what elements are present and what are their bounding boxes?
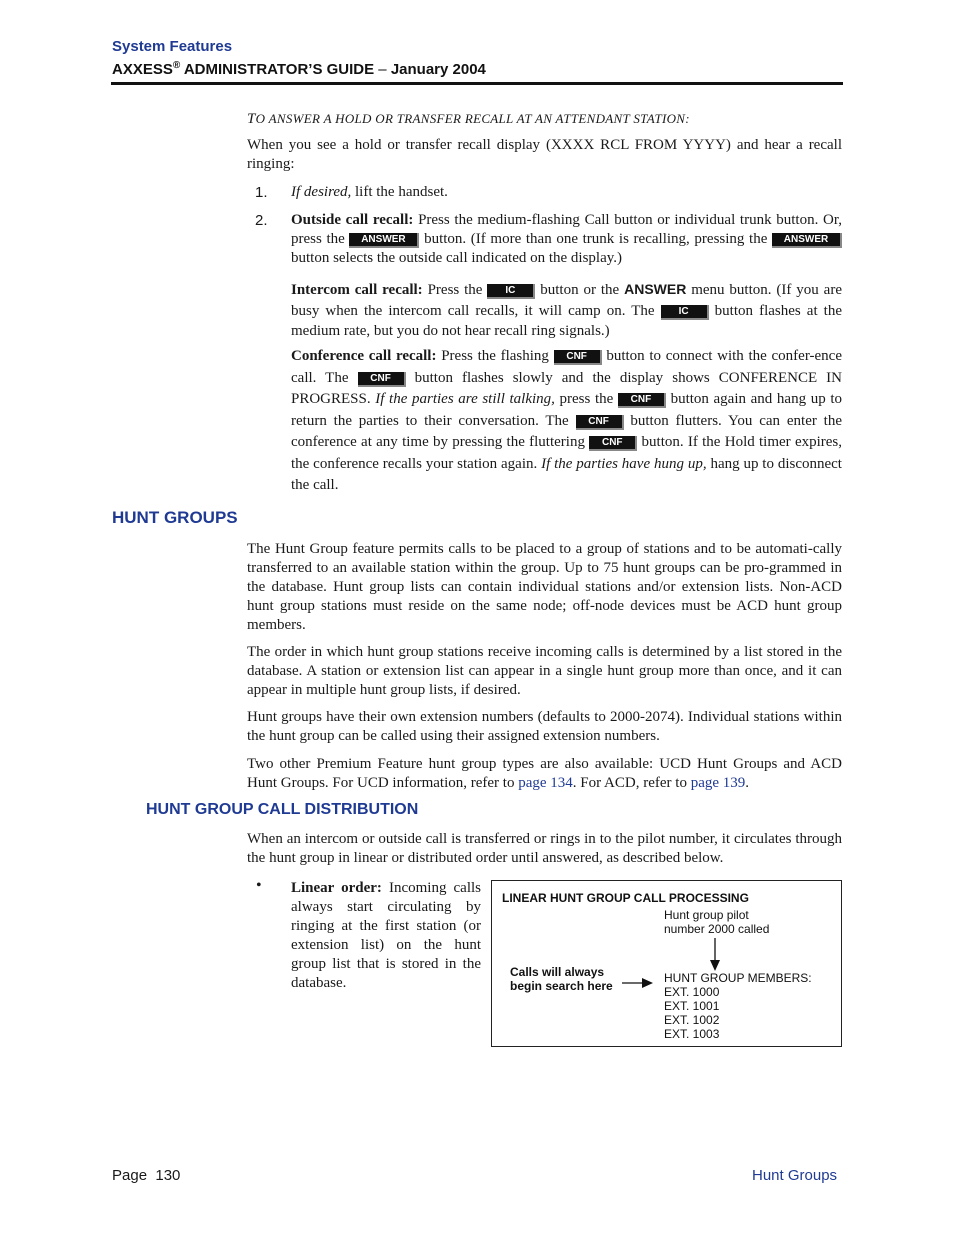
linear-order-text (291, 879, 481, 993)
calls-line-1: Calls will always (510, 965, 605, 979)
conf-text-2: button to connect with the confer-ence call. The (291, 348, 843, 386)
down-arrow-icon (708, 938, 722, 972)
conf-italic-1: If the parties are still talking, (375, 391, 555, 407)
outside-call-label: Outside call recall: (291, 212, 414, 228)
guide-suffix: ADMINISTRATOR’S GUIDE (180, 61, 375, 78)
cnf-key-icon: CNF (618, 393, 666, 408)
linear-order-description: Incoming calls always start circulating by ringing at the first station (or extension list) on the hunt group list that is stored in the database. (291, 880, 481, 991)
running-header-title (112, 60, 486, 78)
hunt-paragraph-4 (247, 755, 842, 793)
registered-mark: ® (172, 60, 181, 71)
intercom-call-recall (291, 279, 842, 342)
intercom-text-3: menu button. (If you are busy when the intercom call recalls, it will camp on. The (291, 282, 842, 319)
hunt-paragraph-2: The order in which hunt group stations receive incoming calls is determined by a list stored in the database. A station or extension list can appear in a single hunt group more than once, and it can appear in multiple hunt group lists, if desired. (247, 644, 842, 698)
call-distribution-heading: HUNT GROUP CALL DISTRIBUTION (146, 801, 419, 818)
diagram-pilot-text (664, 908, 769, 936)
conf-text-3: button flashes slowly and the display shows CONFERENCE IN PROGRESS. (291, 369, 843, 407)
answer-key-icon: ANSWER (772, 233, 842, 248)
linear-hunt-diagram (491, 880, 842, 1047)
hunt-paragraph-3: Hunt groups have their own extension numbers (defaults to 2000-2074). Individual stations within the hunt group can be called using their assigned extension numbers. (247, 709, 842, 744)
step-1-number: 1. (255, 184, 268, 201)
conference-call-recall (291, 346, 842, 497)
member-item: EXT. 1000 (664, 985, 720, 999)
conf-text-4: press the (554, 391, 618, 407)
intercom-text-2: button or the (535, 282, 625, 298)
conf-text-8: hang up to disconnect the call. (291, 455, 842, 493)
diagram-calls-text (510, 965, 613, 993)
cnf-key-icon: CNF (554, 350, 602, 365)
answer-menu-word: ANSWER (624, 281, 687, 297)
conference-call-label: Conference call recall: (291, 348, 437, 364)
right-arrow-icon (622, 977, 654, 989)
conf-text-6: button flutters. You can enter the conference at any time by pressing the fluttering (291, 412, 843, 450)
hunt-paragraph-1: The Hunt Group feature permits calls to be placed to a group of stations and to be automati-cally transferred to an available station within the group. Up to 75 hunt groups can be pro-grammed in the database. Hunt group lists can contain individual stations and/or extension lists. Non-ACD hunt group stations must reside on the same node; off-node devices must be ACD hunt group members. (247, 541, 842, 633)
member-item: EXT. 1001 (664, 999, 720, 1013)
hunt-groups-heading: HUNT GROUPS (112, 508, 238, 527)
step-2-number: 2. (255, 212, 268, 229)
guide-date: January 2004 (390, 61, 486, 78)
conf-text-1: Press the flashing (436, 348, 554, 364)
bullet-icon: • (256, 877, 262, 894)
step-1-rest: lift the handset. (351, 184, 448, 200)
procedure-title (247, 109, 842, 129)
members-title: HUNT GROUP MEMBERS: (664, 971, 812, 985)
page-134-link[interactable]: page 134 (518, 775, 573, 791)
member-item: EXT. 1003 (664, 1027, 720, 1041)
member-item: EXT. 1002 (664, 1013, 720, 1027)
guide-prefix: AXXESS (112, 61, 173, 78)
ic-key-icon: IC (661, 305, 709, 320)
page-139-link[interactable]: page 139 (690, 775, 746, 791)
outside-text-1: Press the medium-flashing Call button or individual trunk button. Or, press the (291, 212, 842, 247)
intercom-text-1: Press the (422, 282, 488, 298)
intercom-text-4: button flashes at the medium rate, but you do not hear recall ring signals.) (291, 302, 843, 339)
procedure-title-rest: O ANSWER A HOLD OR TRANSFER RECALL AT AN ATTENDANT STATION: (255, 111, 690, 126)
p4-text-3: . (745, 775, 750, 791)
pilot-line-1: Hunt group pilot (664, 908, 749, 922)
p4-text-1: Two other Premium Feature hunt group types are also available: UCD Hunt Groups and ACD Hunt Groups. For UCD information, refer to (247, 756, 842, 791)
cnf-key-icon: CNF (358, 372, 406, 387)
step-1-text (291, 183, 842, 202)
diagram-members (664, 971, 812, 1041)
header-rule (111, 82, 843, 85)
footer-section: Hunt Groups (752, 1167, 838, 1184)
recall-intro: When you see a hold or transfer recall display (XXXX RCL FROM YYYY) and hear a recall ringing: (247, 137, 842, 172)
outside-text-3: button selects the outside call indicated on the display.) (291, 250, 623, 266)
diagram-title: LINEAR HUNT GROUP CALL PROCESSING (502, 891, 749, 905)
cnf-key-icon: CNF (576, 415, 624, 430)
running-header-section: System Features (112, 38, 233, 55)
conf-text-7: button. If the Hold timer expires, the conference recalls your station again. (291, 434, 843, 472)
cnf-key-icon: CNF (589, 436, 637, 451)
ic-key-icon: IC (487, 284, 535, 299)
outside-text-2: button. (If more than one trunk is recalling, pressing the (419, 231, 773, 247)
outside-call-recall (291, 211, 842, 268)
intercom-call-label: Intercom call recall: (291, 282, 423, 298)
answer-key-icon: ANSWER (349, 233, 419, 248)
procedure-title-initial: T (247, 111, 256, 127)
call-distribution-paragraph: When an intercom or outside call is transferred or rings in to the pilot number, it circulates through the hunt group in linear or distributed order until answered, as described below. (247, 831, 842, 866)
linear-order-label: Linear order: (291, 880, 382, 896)
step-1-italic: If desired, (291, 184, 352, 200)
guide-dash: – (374, 61, 391, 78)
p4-text-2: . For ACD, refer to (572, 775, 691, 791)
pilot-line-2: number 2000 called (664, 922, 770, 936)
footer-page-number: Page 130 (112, 1167, 181, 1184)
calls-line-2: begin search here (510, 979, 613, 993)
conf-italic-2: If the parties have hung up, (541, 455, 707, 472)
conf-text-5: button again and hang up to return the parties to their conversation. The (291, 391, 842, 429)
